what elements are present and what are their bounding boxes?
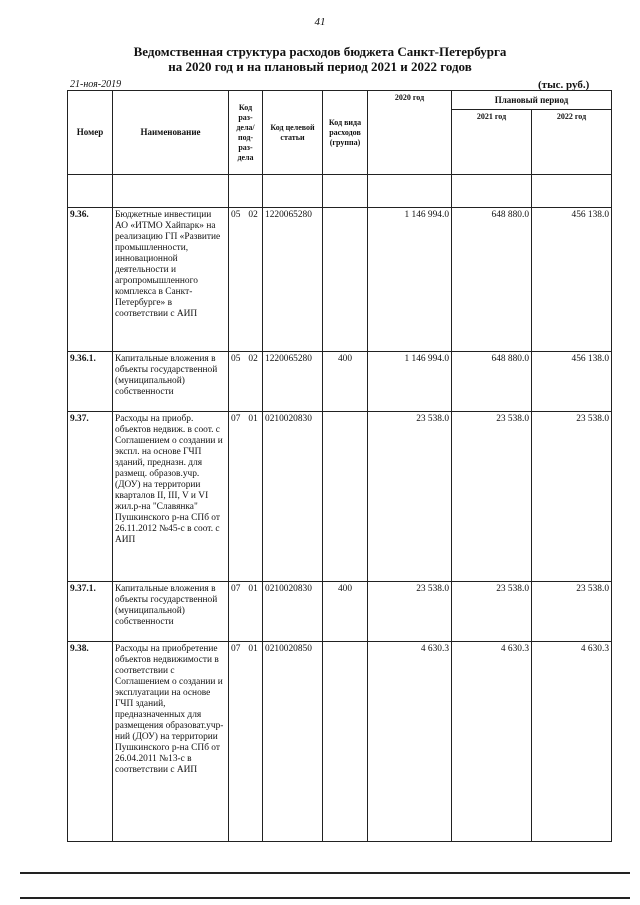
row-section-cell [229,412,263,582]
row-target-text: 1220065280 [265,210,312,220]
row-2020-text: 1 146 994.0 [404,354,449,364]
row-number-text: 9.37. [70,414,89,424]
row-section-cell [229,582,263,642]
row-2020-text: 23 538.0 [416,414,449,424]
row-name-cell [113,208,229,352]
header-planned-period: Плановый период [452,91,612,110]
row-expense-cell [323,412,368,582]
document-title [60,44,580,74]
section-code: 07 [231,414,241,424]
title-line-2: на 2020 год и на плановый период 2021 и 2022 годов [168,59,472,74]
row-number-cell [68,642,113,842]
section-code: 05 [231,210,241,220]
row-2022-text: 23 538.0 [576,414,609,424]
row-expense-text: 400 [337,584,353,594]
row-2020-cell [368,582,452,642]
row-number-cell [68,582,113,642]
subsection-code: 02 [248,210,258,220]
row-2020-text: 1 146 994.0 [404,210,449,220]
row-name-text: Капитальные вложения в объекты государственной (муниципальной) собственности [115,584,218,627]
row-section-cell [229,642,263,842]
row-number-text: 9.37.1. [70,584,96,594]
row-2021-cell [452,208,532,352]
bottom-edge-line [20,897,630,899]
section-code: 05 [231,354,241,364]
row-target-cell [263,642,323,842]
units-label: (тыс. руб.) [538,79,590,91]
page-number: 41 [314,16,326,28]
row-section-cell [229,208,263,352]
row-number-cell [68,412,113,582]
header-target: Код целевой статьи [263,91,323,175]
row-name-cell [113,412,229,582]
row-target-cell [263,582,323,642]
table-row [68,208,612,352]
header-number: Номер [68,91,113,175]
row-2021-cell [452,582,532,642]
row-name-text: Бюджетные инвестиции АО «ИТМО Хайпарк» на реализацию ГП «Развитие промышленности, инновационной деятельности и агропромышленного комплекса в Санкт-Петербурге» в соответствии с АИП [115,210,221,319]
row-2020-text: 4 630.3 [420,644,449,654]
row-2021-cell [452,642,532,842]
row-2020-cell [368,208,452,352]
row-name-cell [113,352,229,412]
row-2022-cell [532,582,612,642]
row-name-text: Капитальные вложения в объекты государственной (муниципальной) собственности [115,354,218,397]
row-2020-cell [368,352,452,412]
subsection-code: 01 [248,644,258,654]
row-number-text: 9.36.1. [70,354,96,364]
row-2021-text: 23 538.0 [496,414,529,424]
row-expense-cell [323,642,368,842]
row-2021-text: 648 880.0 [491,354,529,364]
row-2021-text: 648 880.0 [491,210,529,220]
row-number-text: 9.36. [70,210,89,220]
header-spacer-row [68,175,612,208]
row-expense-cell [323,582,368,642]
row-target-text: 1220065280 [265,354,312,364]
document-date: 21-ноя-2019 [70,79,122,90]
row-expense-cell [323,352,368,412]
row-name-cell [113,642,229,842]
row-number-text: 9.38. [70,644,89,654]
row-2020-cell [368,412,452,582]
header-2022: 2022 год [532,110,612,175]
title-line-1: Ведомственная структура расходов бюджета Санкт-Петербурга [133,44,507,59]
row-expense-cell [323,208,368,352]
row-2022-cell [532,352,612,412]
row-2021-cell [452,352,532,412]
row-name-text: Расходы на приобретение объектов недвижимости в соответствии с Соглашением о создании и эксплуатации на основе ГЧП зданий, предназначенных для размещения образоват.учр-ний (ДОУ) на территории Пушкинского р-на СПб от 26.04.2011 №13-с в соответствии с АИП [115,644,224,775]
row-2022-cell [532,208,612,352]
row-number-cell [68,352,113,412]
section-code: 07 [231,584,241,594]
row-name-cell [113,582,229,642]
budget-table [67,90,612,842]
row-2021-text: 4 630.3 [500,644,529,654]
table-row [68,582,612,642]
subsection-code: 01 [248,414,258,424]
row-target-cell [263,412,323,582]
row-name-text: Расходы на приобр. объектов недвиж. в соот. с Соглашением о создании и экспл. на основе ГЧП зданий, предназн. для размещ. образов.учр. (ДОУ) на территории кварталов II, III, V и VI жил.р-на "Славянка" Пушкинского р-на СПб от 26.11.2012 №45-с в соот. с АИП [115,414,223,545]
table-row [68,642,612,842]
header-2021: 2021 год [452,110,532,175]
table-row [68,412,612,582]
row-2022-text: 456 138.0 [571,354,609,364]
bottom-rule [20,872,630,874]
table-row [68,352,612,412]
header-section: Код раз-дела/ под-раз-дела [229,91,263,175]
row-expense-text: 400 [337,354,353,364]
row-2022-cell [532,642,612,842]
row-2022-text: 456 138.0 [571,210,609,220]
row-target-text: 0210020850 [265,644,312,654]
subsection-code: 01 [248,584,258,594]
row-number-cell [68,208,113,352]
row-section-cell [229,352,263,412]
subsection-code: 02 [248,354,258,364]
header-expense: Код вида расходов (группа) [323,91,368,175]
header-name: Наименование [113,91,229,175]
row-2021-cell [452,412,532,582]
header-2020: 2020 год [368,91,452,175]
row-target-cell [263,208,323,352]
row-2022-text: 4 630.3 [580,644,609,654]
row-2022-text: 23 538.0 [576,584,609,594]
row-2021-text: 23 538.0 [496,584,529,594]
row-2020-text: 23 538.0 [416,584,449,594]
row-target-text: 0210020830 [265,414,312,424]
row-2020-cell [368,642,452,842]
row-2022-cell [532,412,612,582]
row-target-text: 0210020830 [265,584,312,594]
row-target-cell [263,352,323,412]
section-code: 07 [231,644,241,654]
